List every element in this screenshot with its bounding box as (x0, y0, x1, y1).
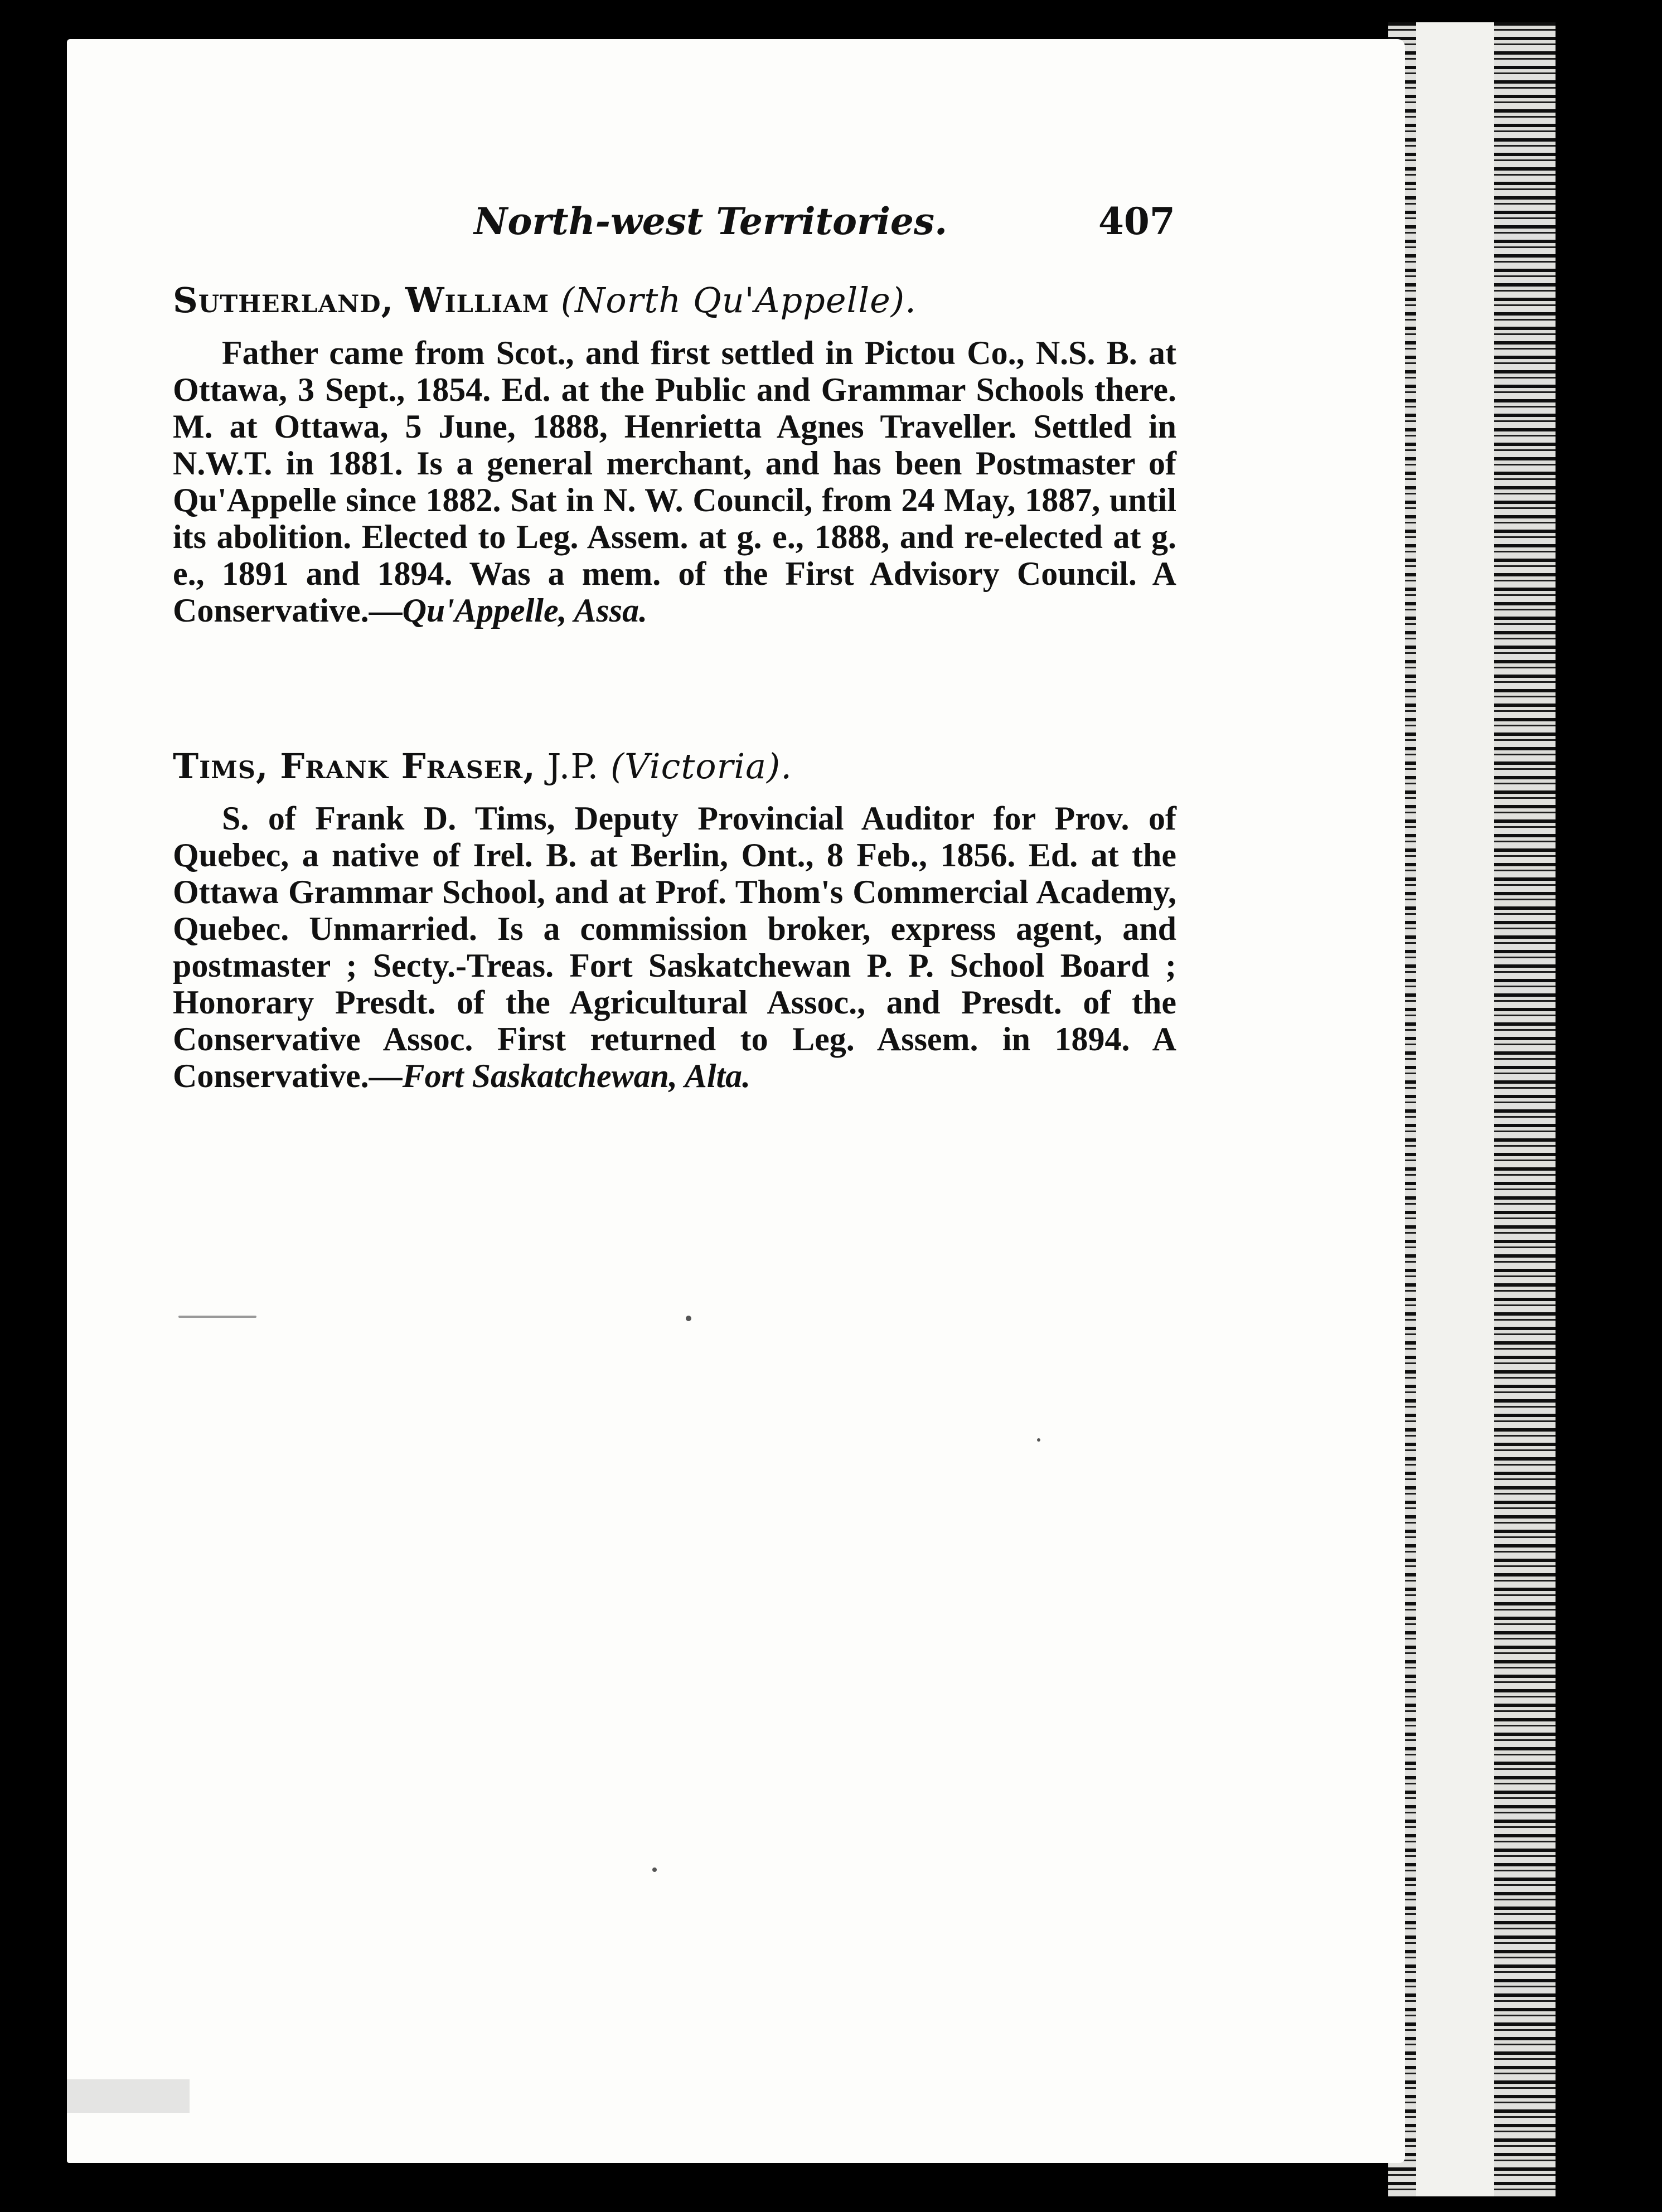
scan-speck (1037, 1438, 1040, 1442)
entry-body-sutherland (173, 334, 1176, 629)
entry-given-name: William (405, 280, 550, 321)
entry-given-name: Frank Fraser, (280, 746, 536, 787)
page-number: 407 (1098, 200, 1175, 243)
entry-heading-tims (173, 746, 792, 787)
scan-speck (67, 2079, 190, 2113)
book-page (67, 39, 1405, 2163)
entry-surname: Sutherland, (173, 280, 394, 321)
entry-biography: S. of Frank D. Tims, Deputy Provincial Auditor for Prov. of Quebec, a native of Irel. B. at Berlin, Ont., 8 Feb., 1856. Ed. at the Ottawa Grammar School, and at Prof. Thom's Commercial Academy, Quebec. Unmarried. Is a commission broker, express agent, and postmaster ; Secty.-Treas. Fort Saskatchewan P. P. School Board ; Honorary Presdt. of the Agricultural Assoc., and Presdt. of the Conservative Assoc. First returned to Leg. Assem. in 1894. A Conservative.— (173, 800, 1176, 1094)
page-text (67, 39, 1405, 2163)
scan-speck (686, 1316, 691, 1321)
entry-heading-sutherland (173, 280, 917, 321)
scan-speck (178, 1316, 256, 1318)
scan-speck (652, 1867, 657, 1872)
entry-biography: Father came from Scot., and first settled in Pictou Co., N.S. B. at Ottawa, 3 Sept., 1854. Ed. at the Public and Grammar Schools there. M. at Ottawa, 5 June, 1888, Henrietta Agnes Traveller. Settled in N.W.T. in 1881. Is a general merchant, and has been Postmaster of Qu'Appelle since 1882. Sat in N. W. Council, from 24 May, 1887, until its abolition. Elected to Leg. Assem. at g. e., 1888, and re-elected at g. e., 1891 and 1894. Was a mem. of the First Advisory Council. A Conservative.— (173, 334, 1176, 629)
entry-body-tims (173, 800, 1176, 1094)
running-title: North-west Territories. (474, 200, 948, 243)
entry-surname: Tims, (173, 746, 269, 787)
entry-location: (Victoria). (610, 746, 792, 787)
entry-location: (North Qu'Appelle). (560, 280, 917, 321)
entry-suffix: J.P. (547, 746, 599, 787)
binding-strip (1416, 22, 1494, 2196)
entry-address: Qu'Appelle, Assa. (402, 592, 648, 629)
entry-address: Fort Saskatchewan, Alta. (402, 1058, 751, 1094)
